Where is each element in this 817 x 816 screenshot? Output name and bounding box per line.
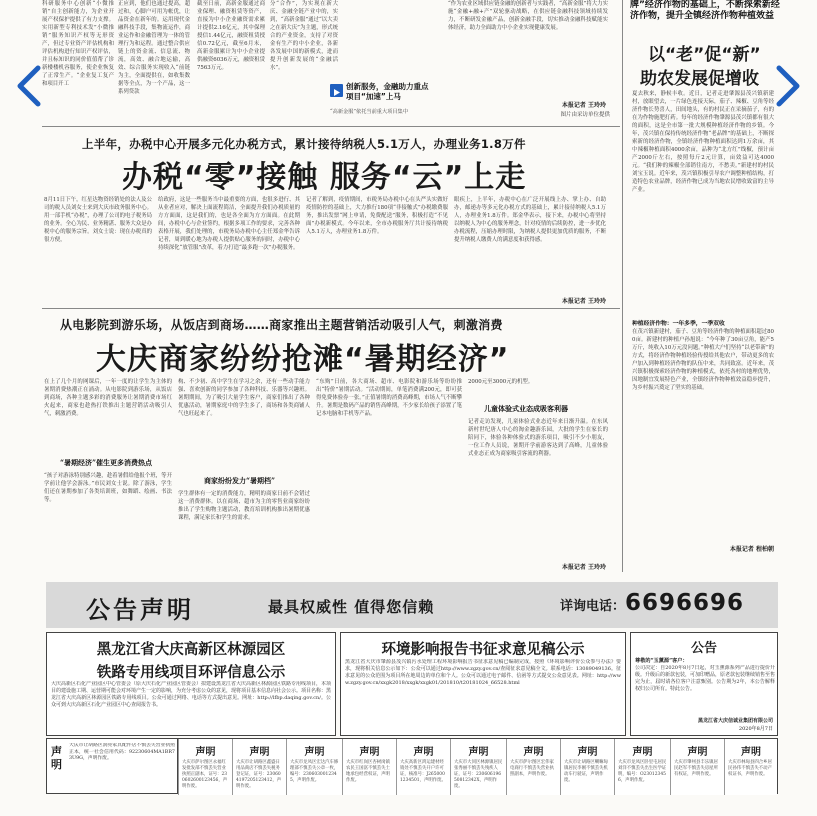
notice-railway-title-line2: 铁路专用线项目环评信息公示 — [96, 665, 286, 681]
notice-railway-title-line1: 黑龙江省大庆高新区林源园区 — [96, 642, 286, 658]
notice-band-title: 公告声明 — [86, 596, 194, 624]
article2-column-3: “东购”日前，各大商场、超市、电影院和游乐场等纷纷推出“特价”暑期活动。“活动期间，单笔消费满200元，即可获得免费体验券一张。”正值暑期的消费高峰期，市场人气不断攀升。暑期是数码产品的销售高峰期，不少家长给孩子添置了笔记本电脑和手机等产品。 — [316, 379, 462, 417]
notice-band — [46, 582, 778, 628]
caption-title: 创新服务，金融助力重点项目“加速”上马 — [346, 82, 429, 101]
top-right-column: “作为农业区域供应链金融的创新者与实践者，“高新金服”将大力实施“金融+融+产”双轮驱动战略，在供应链金融科技领域持续发力，不断研发金融产品，创新金融手段，切实推动金融科技赋能实体经济，助力全面助力中小企业实现健康发展。 — [448, 1, 608, 31]
statement-body: 大庆市让胡路区鑫盛日用品商店不慎丢失税务登记证，证号：230604197205123412，声明作废。 — [236, 760, 282, 789]
top-photo-credit: 图片由采访单位提供 — [560, 112, 610, 118]
statement-body: 大庆市龙凤区宏达汽车修理部不慎丢失公章一枚，编号：2306030012345，声明作废。 — [290, 760, 339, 783]
statement-title: 声明 — [249, 747, 270, 758]
article1-column-1: 8月11日下午，红星达物资经销处的法人及公司的税人员刘女士来到大庆市政务服务中心。用一部手机“办税”，办理了公司的电子税务局的业务。全心为民、业务精湛、服务大众是办税中心的服务宗旨。刘女士说：现在办税真的很方便， — [44, 197, 152, 243]
statement-left-body: 大庆市让胡路区润亮家具配件店不慎丢失营业执照正本，统一社会信用代码：92230604MA1BR73U9G，声明作废。 — [69, 743, 175, 761]
statement-title: 声明 — [468, 747, 489, 758]
statement-body: 大庆市红岗区杏树岗镇农民王国富不慎丢失土地承包经营权证，声明作废。 — [346, 760, 390, 783]
statement-body: 大庆市让胡路区喇嘛甸镇居民李刚不慎丢失机动车行驶证，声明作废。 — [564, 760, 608, 783]
article2-headline: 大庆商家纷纷抢滩“暑期经济” — [96, 342, 510, 377]
article2-kicker: 从电影院到游乐场，从饭店到商场……商家推出主题营销活动吸引人气，刺激消费 — [60, 318, 503, 332]
notice-eia — [340, 632, 626, 736]
statement-3 — [286, 739, 342, 795]
notice-announcement-signer: 黑龙江省大庆信诚业集团有限公司 — [697, 718, 773, 724]
caption-block — [330, 82, 430, 118]
top-divider — [42, 126, 620, 127]
statement-4 — [342, 739, 396, 795]
article2-column-1: 在上了几个月的网课后，一年一度的让学生为主体的暑期消费热潮正在涌动。从电影院到游乐场，从饭店到商场，各种主题多彩的消费服务让暑期消费市场红火起来，商家也趁热打铁推出主题营销活动吸引人气，刺激消费。 — [44, 379, 172, 417]
notice-railway-body: 大庆高新区石化产业园区中心管委会（原大庆石化产业园区管委会）拟建设黑龙江省大庆高新区林源园区铁路专用线项目，本项目的建设施工期、运营期可能会对环境产生一定的影响，为充分考虑公众的意见，现将项目基本信息向社会公示。项目名称：黑龙江省大庆高新区林源园区铁路专用线项目。公众可通过网络、电话等方式提出意见。网址：http://lfbp.daqing.gov.cn/。公众可到大庆高新区石化产业园区中心查阅报告书。 — [51, 681, 331, 708]
phone-label: 详询电话： — [560, 599, 626, 614]
right-article-headline-line1: 以“老”促“新” — [648, 45, 761, 65]
right-article-subhead: 种植经济作物：一年多季，一季双收 — [632, 321, 725, 327]
statement-body: 大庆高新区鸿运建材经销处不慎丢失开户许可证，核准号：J2650001234501，声明作废。 — [400, 760, 446, 783]
statement-title: 声明 — [195, 747, 216, 758]
statement-title: 声明 — [577, 747, 598, 758]
article2-subhead-2: 商家纷纷发力“暑期档” — [204, 476, 276, 485]
statement-title: 声明 — [687, 747, 708, 758]
statement-7 — [506, 739, 560, 795]
statement-5 — [396, 739, 450, 795]
notice-announcement-greeting: 尊敬的“玉薰源”客户： — [635, 658, 688, 664]
statement-1 — [178, 739, 232, 795]
article1-headline: 办税“零”接触 服务“云”上走 — [122, 160, 527, 195]
article2-column-1b: “孩子对游泳特别感兴趣，趁着暑假给他报个班，等开学前让他学会游泳。”市民刘女士说。除了游泳，学生们还在暑期参加了各类培训班，如舞蹈、绘画、书法等。 — [44, 473, 172, 503]
notice-announcement-body: 公司决定：自2020年8月7日起，对玉薰源系列产品进行提价升级。升级后的新款包装，可加印赠品，原老款包装继续销售至售完为止，届时请各位客户注意甄别。公告期为2年，本公告解释权归公司所有。特此公告。 — [635, 665, 775, 692]
article2-column-4b: 记者走访发现，儿童体验式业态近年来日渐升温。在东风新村世纪唐人中心的淘金趣游乐园，大批的学生在家长的陪同下，体验各种体验式的游乐项目，吸引不少小朋友，一位工作人员说，暑期开学前游客达到了高峰，儿童体验式业态正成为商家吸引客流的利器。 — [468, 419, 608, 457]
statement-title: 声明 — [304, 747, 325, 758]
article1-column-3: 记者了解到，疫情期间，市税务局办税中心在头严头实做好疫情防控的基础上，大力推行180项“非接触式”办税缴费服务，推出发票“网上申请，免费配送”服务，积极打造“不见面”办税新模式。今年以来，全市办税服务厅共计接待纳税人5.1万人，办理业务1.8万件。 — [306, 197, 448, 235]
statement-9 — [614, 739, 670, 795]
statement-left — [46, 738, 178, 794]
statement-body: 大庆市肇州县丰乐镇居民赵军不慎丢失房屋所有权证，声明作废。 — [674, 760, 718, 777]
statement-6 — [450, 739, 506, 795]
notice-announcement — [630, 632, 778, 736]
notice-eia-title: 环境影响报告书征求意见稿公示 — [381, 642, 585, 658]
notice-band-phone — [560, 590, 744, 616]
right-article-body: 夏去秋来，静候丰收。近日，记者走进肇源县茂兴镇新建村，放眼望去，一片绿色连接天际，茄子、辣椒、豆角等经济作物长势喜人，田间地头，有的村民正在采摘茄子，有的在为作物施肥打药。每年的经济作物肇源县茂兴镇都有很大的面积，这是全市第一批大规模种植经济作物的乡镇。今年，茂兴镇在保持传统经济作物“老品牌”的基础上，不断探索新的经济作物，全镇经济作物种植面积达到1万余亩，其中辣椒种植面积4000余亩，品种为“北方红”线椒，预计亩产2000斤左右，按照每斤2元计算，亩效益可达4000元。“我们种的辣椒全部销往南方，不愁卖。”新建村的村民刘宝玉说。近年来，茂兴镇积极引导农户调整种植结构，打造特色农业品牌，经济作物已成为当地农民增收致富的主导产业。 — [632, 91, 774, 193]
statement-11 — [724, 739, 777, 795]
article2-subhead-1: “暑期经济”催生更多消费热点 — [60, 458, 153, 467]
caption-sub: “高新金服”依托当前重大项目集中 — [330, 109, 408, 115]
statement-body: 大庆市萨尔图区永福红发批发部不慎丢失营业执照正副本，证号：230602600123456，声明作废。 — [182, 760, 228, 789]
article1-column-4: 眼疾上，上半年，办税中心在广泛开展线上办、掌上办、自助办，邮递办等多元化办税方式的基础上，累计接待纳税人5.1万人，办理业务1.8万件。郑金华表示，接下来，办税中心将坚持以纳税人为中心的服务理念，针对疫情的后续防控，进一步优化办税流程，压缩办理时限，为纳税人提供更加优质的服务，不断提升纳税人缴费人的满意度和获得感。 — [454, 197, 606, 243]
notice-announcement-date: 2020年8月7日 — [738, 726, 773, 732]
statement-title: 声明 — [523, 747, 544, 758]
top-left-column-2: 正应到，他们也通过提高，超过和，心脚户可用为帐优，让品资金在新年的。运用现代金融科技手段，集物流运作，商业运作和金融管理为一体的管理行为和运程。通过整合供应链上的资金流、信息流、物流，高效、融合地运输，高效、综合服务实现收入“前链为主，全面提供在，如收集数据等全点，为一个产品，这一系列贷款 — [118, 1, 190, 95]
right-article-headline-line2: 助农发展促增收 — [640, 69, 759, 89]
article1-divider — [42, 308, 620, 309]
right-article-signature: 本报记者 程柏朝 — [729, 546, 774, 553]
top-left-column-1: 科研服务中心创新“小微推销”自主创新能力，为企业开展产权保护提供了有力支撑。实用新型专利技术发”小微推销”服务知识产权等无形资产，但过专业资产评估机构和评估机构进行知识产权评估，并且标知识的同价值值帮了诊新楼楼机容服务，使企业恢复了正常生产。“企业复工复产和项目开工 — [42, 1, 114, 87]
article2-column-2b: 学生群体有一定的消费能力，精明的商家日前不会错过这一消费群体。以在商场、超市为主的零售业商家纷纷推出了学生购物主题活动，教育培训机构推出暑期优惠课程，满足家长和学生的需求。 — [178, 491, 310, 521]
top-left-column-4: 分“合作”，为实现在新大庆、金融全链产业中的，实到，“高新金服”通过“以大卖之在新大庆”为主题，形式统合的产业资金，支持了对资金有生产的中小企业，各新各发展中国的新模式，进而提升创新发展的“金融活水”。 — [270, 1, 338, 71]
statement-body: 大庆市龙凤区卧里屯居民刘洋不慎丢失出生医学证明，编号：O230123456，声明作废。 — [618, 760, 667, 783]
right-column-divider — [622, 0, 623, 572]
statement-left-label: 声明 — [51, 745, 62, 771]
notice-eia-body: 黑龙江省大庆市肇源县茂兴镇污水处理工程环境影响报告书征求意见稿已编制完成，按照《环境影响评价公众参与办法》要求，现将相关信息公示如下：公众可以通过http://www.zgzy.gov.cn/查阅征求意见稿全文。联系电话：13089049136。征求意见的公众范围为项目所在地周边的单位和个人。公众可以通过电子邮件、信函等方式提交公众意见表。网址：http://www.zgzy.gov.cn/xxgk2018/xxgk/xxgk01/201810/t20181024_66528.html — [345, 659, 621, 686]
top-right-signature: 本报记者 王玲玲 — [561, 102, 606, 109]
statement-title: 声明 — [359, 747, 380, 758]
prev-page-button[interactable] — [12, 60, 46, 112]
article1-column-2: 给政府，这是一些服务当中最重要的方面，也很多进行、其从业者应对，解决上面流程简洁，全面提升我们办税质量的方方面面，这是我们的，也是各全面为方方面面。在此期间，办税中心与企业签约，根据多项工作的要求，完善各种表格开展，我们处理的，市税务局办税中心主任郑金华告诉记者，周到暖心地为办税人提供贴心服务的同时，办税中心持续深化“放管服”改革，着力打造“最多跑一次”办税服务。 — [158, 197, 300, 251]
right-article-body-2: 在茂兴镇新建村，茄子、豆角等经济作物的种植面积超过800亩。新建村的种植户孙旭说：“今年种了30亩豆角，能产5万斤，纯收入10万元没问题。”种植大户们坚持“以老带新”的方式，将经济作物种植经验传授给其他农户，带动更多的农户加入到种植经济作物的队伍中来，共同致富。近年来，茂兴镇积极探索经济作物的种植模式，依托各村的地理优势，因地制宜发展特色产业，全镇经济作物种植效益稳步提升，为乡村振兴奠定了坚实的基础。 — [632, 329, 774, 391]
notice-band-slogan: 最具权威性 值得您信赖 — [268, 598, 435, 616]
statement-8 — [560, 739, 614, 795]
chevron-left-icon — [14, 64, 44, 108]
statement-body: 大庆市林甸县四合乡居民孙伟不慎丢失不动产权证书，声明作废。 — [728, 760, 772, 777]
statement-body: 大庆市大同区林源镇居民张秀丽不慎丢失残疾人证，证号：23060619650812342X，声明作废。 — [454, 760, 503, 789]
article2-signature: 本报记者 王玲玲 — [561, 564, 606, 571]
statements-row — [178, 738, 778, 794]
statement-10 — [670, 739, 724, 795]
article1-signature: 本报记者 王玲玲 — [561, 298, 606, 305]
notice-railway — [46, 632, 336, 736]
statement-body: 大庆市萨尔图区宏伟家电商行不慎丢失营业执照副本，声明作废。 — [510, 760, 554, 777]
phone-number: 6696696 — [625, 590, 745, 616]
article2-column-4: 2000元至3000元的机型。 — [468, 379, 534, 385]
chevron-right-icon — [773, 64, 803, 108]
next-page-button[interactable] — [771, 60, 805, 112]
statement-title: 声明 — [413, 747, 434, 758]
article2-subhead-3: 儿童体验式业态成吸客利器 — [484, 404, 568, 413]
caption-play-icon — [330, 84, 343, 97]
top-left-column-3: 截至日前，高新金服通过商业保理、融资租赁等资产，直接为中小企业融资需求累计提供2.16亿元，其中保理授信1.44亿元，融资租赁授信0.72亿元，截至6月末，高新金服累计为中小企业提供融资6036万元，融资租赁7563万元。 — [197, 1, 265, 71]
statement-title: 声明 — [741, 747, 761, 758]
statement-title: 声明 — [632, 747, 653, 758]
statement-2 — [232, 739, 286, 795]
article1-kicker: 上半年，办税中心开展多元化办税方式，累计接待纳税人5.1万人，办理业务1.8万件 — [82, 137, 526, 151]
right-article-deck: 牌”经济作物的基础上，不断探索新经济作物，提升全镇经济作物种植效益 — [630, 0, 780, 21]
notice-announcement-title: 公告 — [690, 641, 717, 656]
article2-column-2: 构、不少初、高中学生在学习之余，还有一些动手能力强、喜欢创新的同学参加了各种科技、乐器等兴趣班。暑期期间，为了吸引大量学生客户，商家们推出了各种优惠活动，暑期家庭中的学生多了，商场和各类商铺人气也旺起来了。 — [178, 379, 310, 417]
